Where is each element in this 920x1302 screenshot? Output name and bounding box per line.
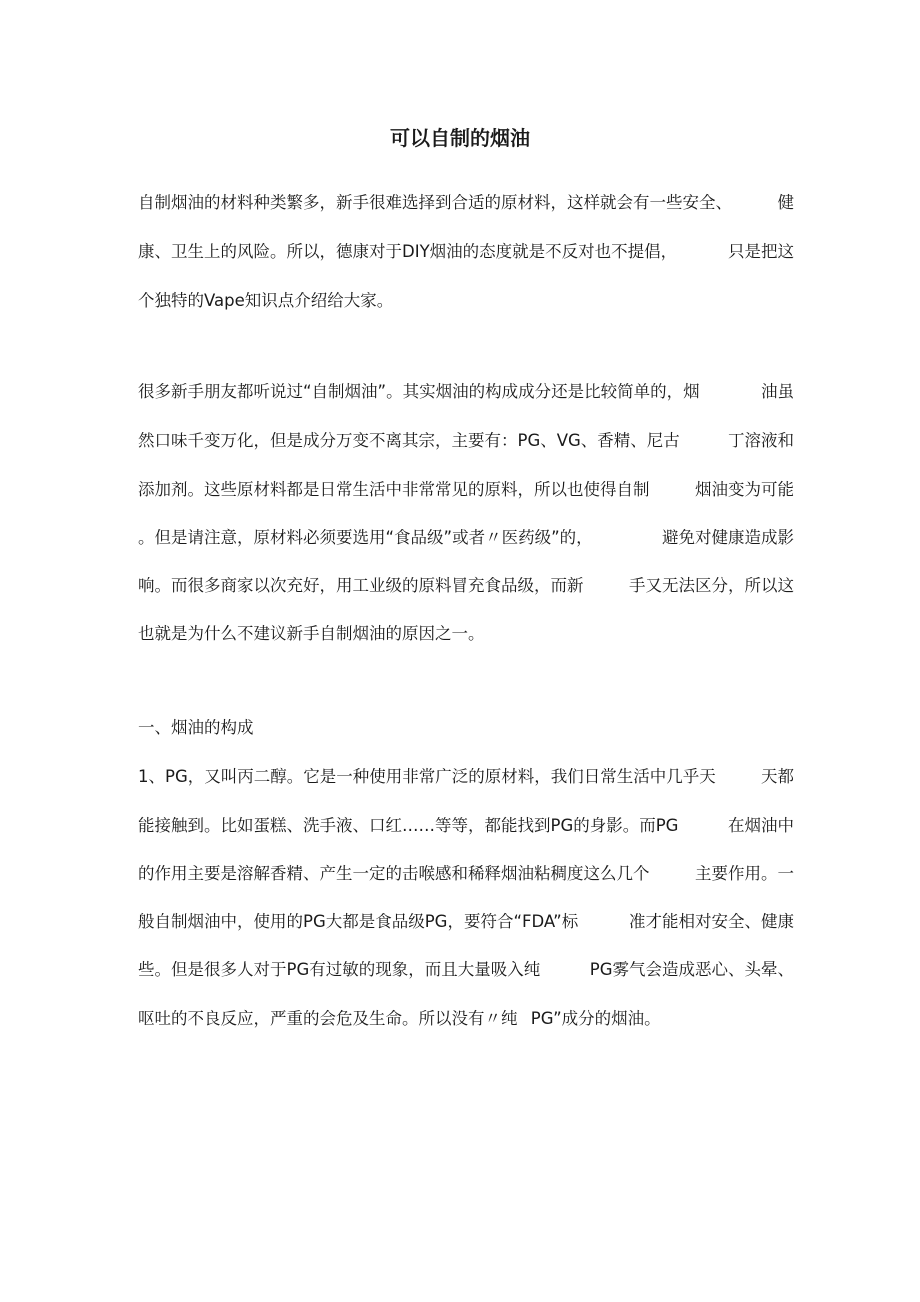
paragraph-line — [138, 240, 794, 264]
text-segment: 准才能相对安全、健康 — [629, 912, 794, 931]
text-segment: 的作用主要是溶解香精、产生一定的击喉感和稀释烟油粘稠度这么几个 — [138, 864, 650, 883]
paragraph-line — [138, 380, 794, 404]
text-segment: 能接触到。比如蛋糕、洗手液、口红……等等，都能找到PG的身影。而PG — [138, 816, 679, 835]
text-segment: 响。而很多商家以次充好，用工业级的原料冒充食品级，而新 — [138, 576, 584, 595]
text-segment: 手又无法区分，所以这 — [629, 576, 794, 595]
text-segment: 些。但是很多人对于PG有过敏的现象，而且大量吸入纯 — [138, 960, 541, 979]
text-segment: 1、PG，又叫丙二醇。它是一种使用非常广泛的原材料，我们日常生活中几乎天 — [138, 767, 716, 786]
paragraph-line — [138, 191, 794, 215]
paragraph-line — [138, 574, 794, 598]
document-title: 可以自制的烟油 — [390, 126, 530, 150]
text-segment: 只是把这 — [728, 242, 794, 261]
text-segment: 一、烟油的构成 — [138, 718, 254, 737]
paragraph-line — [138, 1007, 794, 1031]
paragraph-line — [138, 814, 794, 838]
text-segment: 呕吐的不良反应，严重的会危及生命。所以没有〃纯 — [138, 1009, 518, 1028]
text-segment: 。但是请注意，原材料必须要选用“食品级”或者〃医药级”的， — [138, 528, 593, 547]
paragraph-line — [138, 526, 794, 550]
text-segment: 丁溶液和 — [728, 431, 794, 450]
text-segment: 也就是为什么不建议新手自制烟油的原因之一。 — [138, 624, 485, 643]
text-segment: PG雾气会造成恶心、头晕、 — [589, 960, 794, 979]
text-segment: 主要作用。一 — [695, 864, 794, 883]
text-segment: 避免对健康造成影 — [662, 528, 794, 547]
text-segment: 般自制烟油中，使用的PG大都是食品级PG，要符合“FDA”标 — [138, 912, 579, 931]
paragraph-line — [138, 289, 794, 313]
paragraph-line — [138, 910, 794, 934]
paragraph-line — [138, 958, 794, 982]
paragraph-line — [138, 478, 794, 502]
text-segment: PG”成分的烟油。 — [530, 1009, 661, 1028]
paragraph-line — [138, 622, 794, 646]
text-segment: 油虽 — [761, 382, 794, 401]
text-segment: 健 — [777, 193, 794, 212]
text-segment: 然口味千变万化，但是成分万变不离其宗，主要有：PG、VG、香精、尼古 — [138, 431, 680, 450]
paragraph-line — [138, 862, 794, 886]
text-segment: 烟油变为可能 — [695, 480, 794, 499]
text-segment: 天都 — [761, 767, 794, 786]
text-segment: 添加剂。这些原材料都是日常生活中非常常见的原料，所以也使得自制 — [138, 480, 650, 499]
text-segment: 很多新手朋友都听说过“自制烟油”。其实烟油的构成成分还是比较简单的，烟 — [138, 382, 700, 401]
section-heading — [138, 716, 794, 740]
text-segment: 康、卫生上的风险。所以，德康对于DIY烟油的态度就是不反对也不提倡， — [138, 242, 678, 261]
paragraph-line — [138, 429, 794, 453]
paragraph-line — [138, 765, 794, 789]
text-segment: 自制烟油的材料种类繁多，新手很难选择到合适的原材料，这样就会有一些安全、 — [138, 193, 732, 212]
text-segment: 个独特的Vape知识点介绍给大家。 — [138, 291, 394, 310]
text-segment: 在烟油中 — [728, 816, 794, 835]
